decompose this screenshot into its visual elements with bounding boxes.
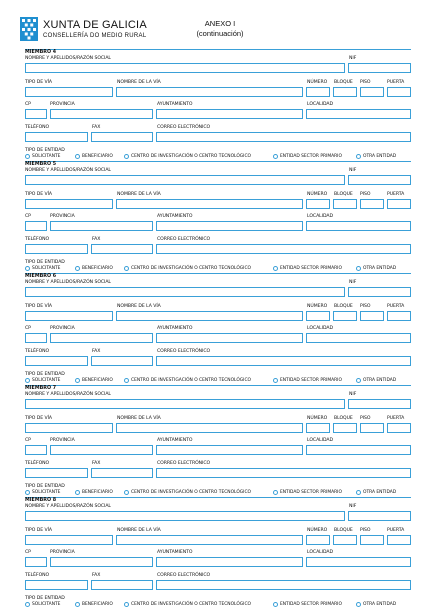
street-name-label: NOMBRE DE LA VÍA <box>117 304 161 309</box>
province-label: PROVINCIA <box>50 102 75 107</box>
street-type-label: TIPO DE VÍA <box>25 80 52 85</box>
entity-option-entidad-sector-primario-label: ENTIDAD SECTOR PRIMARIO <box>280 154 342 159</box>
number-field[interactable] <box>306 535 330 545</box>
number-label: NÚMERO <box>307 528 328 533</box>
entity-option-centro-investigacion-label: CENTRO DE INVESTIGACIÓN O CENTRO TECNOLÓGICO <box>131 154 251 159</box>
entity-radio-centro-investigacion[interactable] <box>124 266 129 271</box>
fax-field[interactable] <box>91 356 153 366</box>
email-field[interactable] <box>156 244 411 254</box>
locality-label: LOCALIDAD <box>307 438 333 443</box>
block-label: BLOQUE <box>334 416 353 421</box>
entity-radio-otra-entidad[interactable] <box>356 266 361 271</box>
fax-label: FAX <box>92 573 101 578</box>
floor-label: PISO <box>360 192 371 197</box>
entity-option-beneficiario-label: BENEFICIARIO <box>82 490 113 495</box>
province-field[interactable] <box>50 445 153 455</box>
nif-field[interactable] <box>348 287 411 297</box>
door-label: PUERTA <box>387 192 405 197</box>
phone-field[interactable] <box>25 580 88 590</box>
entity-radio-otra-entidad[interactable] <box>356 490 361 495</box>
entity-radio-centro-investigacion[interactable] <box>124 602 129 607</box>
entity-option-entidad-sector-primario-label: ENTIDAD SECTOR PRIMARIO <box>280 266 342 271</box>
annex-subtitle: (continuación) <box>196 29 244 38</box>
postal-code-field[interactable] <box>25 221 47 231</box>
locality-field[interactable] <box>306 445 411 455</box>
door-field[interactable] <box>387 199 411 209</box>
number-label: NÚMERO <box>307 80 328 85</box>
entity-option-otra-entidad-label: OTRA ENTIDAD <box>363 602 397 607</box>
fax-field[interactable] <box>91 132 153 142</box>
door-field[interactable] <box>387 311 411 321</box>
floor-label: PISO <box>360 304 371 309</box>
entity-option-solicitante-label: SOLICITANTE <box>32 490 61 495</box>
member-title: MIEMBRO 5 <box>25 162 57 167</box>
nif-field[interactable] <box>348 175 411 185</box>
department-name: CONSELLERÍA DO MEDIO RURAL <box>43 33 147 39</box>
nif-field[interactable] <box>348 399 411 409</box>
name-label: NOMBRE Y APELLIDOS/RAZÓN SOCIAL <box>25 56 111 61</box>
entity-radio-centro-investigacion[interactable] <box>124 378 129 383</box>
floor-label: PISO <box>360 416 371 421</box>
floor-field[interactable] <box>360 423 384 433</box>
street-type-label: TIPO DE VÍA <box>25 192 52 197</box>
email-field[interactable] <box>156 132 411 142</box>
entity-radio-solicitante[interactable] <box>25 154 30 159</box>
municipality-label: AYUNTAMIENTO <box>157 214 193 219</box>
number-label: NÚMERO <box>307 416 328 421</box>
street-type-field[interactable] <box>25 423 113 433</box>
entity-option-beneficiario-label: BENEFICIARIO <box>82 154 113 159</box>
locality-field[interactable] <box>306 109 411 119</box>
name-field[interactable] <box>25 63 345 73</box>
municipality-label: AYUNTAMIENTO <box>157 550 193 555</box>
province-field[interactable] <box>50 221 153 231</box>
entity-radio-beneficiario[interactable] <box>75 378 80 383</box>
door-field[interactable] <box>387 423 411 433</box>
entity-type-label: TIPO DE ENTIDAD <box>25 596 65 601</box>
entity-option-centro-investigacion-label: CENTRO DE INVESTIGACIÓN O CENTRO TECNOLÓGICO <box>131 378 251 383</box>
member-title: MIEMBRO 4 <box>25 50 57 55</box>
street-name-field[interactable] <box>116 423 303 433</box>
email-field[interactable] <box>156 580 411 590</box>
block-label: BLOQUE <box>334 192 353 197</box>
email-field[interactable] <box>156 356 411 366</box>
block-field[interactable] <box>333 535 357 545</box>
entity-option-centro-investigacion-label: CENTRO DE INVESTIGACIÓN O CENTRO TECNOLÓGICO <box>131 266 251 271</box>
entity-option-solicitante-label: SOLICITANTE <box>32 378 61 383</box>
fax-field[interactable] <box>91 580 153 590</box>
entity-option-solicitante-label: SOLICITANTE <box>32 154 61 159</box>
member-title: MIEMBRO 7 <box>25 386 57 391</box>
door-label: PUERTA <box>387 304 405 309</box>
locality-label: LOCALIDAD <box>307 102 333 107</box>
phone-label: TELÉFONO <box>25 237 50 242</box>
phone-label: TELÉFONO <box>25 125 50 130</box>
block-label: BLOQUE <box>334 80 353 85</box>
floor-field[interactable] <box>360 199 384 209</box>
number-label: NÚMERO <box>307 304 328 309</box>
org-name: XUNTA DE GALICIA <box>43 19 147 31</box>
province-label: PROVINCIA <box>50 438 75 443</box>
province-field[interactable] <box>50 557 153 567</box>
locality-label: LOCALIDAD <box>307 214 333 219</box>
fax-label: FAX <box>92 349 101 354</box>
fax-label: FAX <box>92 237 101 242</box>
entity-option-entidad-sector-primario-label: ENTIDAD SECTOR PRIMARIO <box>280 490 342 495</box>
street-name-label: NOMBRE DE LA VÍA <box>117 416 161 421</box>
entity-option-otra-entidad-label: OTRA ENTIDAD <box>363 266 397 271</box>
street-type-label: TIPO DE VÍA <box>25 528 52 533</box>
phone-field[interactable] <box>25 244 88 254</box>
locality-label: LOCALIDAD <box>307 550 333 555</box>
locality-field[interactable] <box>306 221 411 231</box>
municipality-label: AYUNTAMIENTO <box>157 102 193 107</box>
locality-label: LOCALIDAD <box>307 326 333 331</box>
entity-radio-centro-investigacion[interactable] <box>124 154 129 159</box>
email-label: CORREO ELECTRÓNICO <box>157 349 211 354</box>
annex-title: ANEXO I <box>204 19 236 28</box>
entity-option-entidad-sector-primario-label: ENTIDAD SECTOR PRIMARIO <box>280 378 342 383</box>
email-label: CORREO ELECTRÓNICO <box>157 237 211 242</box>
entity-radio-solicitante[interactable] <box>25 602 30 607</box>
entity-type-label: TIPO DE ENTIDAD <box>25 484 65 489</box>
floor-label: PISO <box>360 80 371 85</box>
member-separator <box>25 385 411 386</box>
street-name-field[interactable] <box>116 87 303 97</box>
entity-option-solicitante-label: SOLICITANTE <box>32 602 61 607</box>
entity-radio-entidad-sector-primario[interactable] <box>273 602 278 607</box>
entity-radio-beneficiario[interactable] <box>75 602 80 607</box>
province-field[interactable] <box>50 333 153 343</box>
block-label: BLOQUE <box>334 304 353 309</box>
entity-option-entidad-sector-primario-label: ENTIDAD SECTOR PRIMARIO <box>280 602 342 607</box>
municipality-label: AYUNTAMIENTO <box>157 326 193 331</box>
entity-type-label: TIPO DE ENTIDAD <box>25 372 65 377</box>
entity-radio-entidad-sector-primario[interactable] <box>273 378 278 383</box>
block-field[interactable] <box>333 423 357 433</box>
postal-code-label: CP <box>25 102 31 107</box>
nif-label: NIF <box>349 168 357 173</box>
street-type-label: TIPO DE VÍA <box>25 416 52 421</box>
fax-label: FAX <box>92 461 101 466</box>
street-type-field[interactable] <box>25 535 113 545</box>
street-name-label: NOMBRE DE LA VÍA <box>117 528 161 533</box>
entity-type-label: TIPO DE ENTIDAD <box>25 260 65 265</box>
name-field[interactable] <box>25 399 345 409</box>
name-label: NOMBRE Y APELLIDOS/RAZÓN SOCIAL <box>25 168 111 173</box>
entity-option-solicitante-label: SOLICITANTE <box>32 266 61 271</box>
fax-label: FAX <box>92 125 101 130</box>
entity-radio-beneficiario[interactable] <box>75 490 80 495</box>
door-label: PUERTA <box>387 80 405 85</box>
fax-field[interactable] <box>91 468 153 478</box>
entity-option-beneficiario-label: BENEFICIARIO <box>82 266 113 271</box>
entity-radio-solicitante[interactable] <box>25 378 30 383</box>
phone-field[interactable] <box>25 132 88 142</box>
floor-field[interactable] <box>360 87 384 97</box>
phone-label: TELÉFONO <box>25 461 50 466</box>
member-separator <box>25 497 411 498</box>
province-label: PROVINCIA <box>50 550 75 555</box>
entity-option-otra-entidad-label: OTRA ENTIDAD <box>363 378 397 383</box>
member-title: MIEMBRO 6 <box>25 274 57 279</box>
entity-radio-beneficiario[interactable] <box>75 266 80 271</box>
street-type-field[interactable] <box>25 87 113 97</box>
phone-label: TELÉFONO <box>25 573 50 578</box>
postal-code-field[interactable] <box>25 333 47 343</box>
number-field[interactable] <box>306 311 330 321</box>
member-separator <box>25 161 411 162</box>
floor-field[interactable] <box>360 535 384 545</box>
locality-field[interactable] <box>306 557 411 567</box>
street-name-field[interactable] <box>116 535 303 545</box>
street-type-field[interactable] <box>25 199 113 209</box>
street-type-label: TIPO DE VÍA <box>25 304 52 309</box>
province-label: PROVINCIA <box>50 214 75 219</box>
name-label: NOMBRE Y APELLIDOS/RAZÓN SOCIAL <box>25 504 111 509</box>
entity-radio-otra-entidad[interactable] <box>356 602 361 607</box>
number-field[interactable] <box>306 199 330 209</box>
block-field[interactable] <box>333 311 357 321</box>
phone-field[interactable] <box>25 468 88 478</box>
number-field[interactable] <box>306 87 330 97</box>
postal-code-label: CP <box>25 438 31 443</box>
postal-code-label: CP <box>25 550 31 555</box>
postal-code-field[interactable] <box>25 557 47 567</box>
province-field[interactable] <box>50 109 153 119</box>
number-label: NÚMERO <box>307 192 328 197</box>
entity-radio-entidad-sector-primario[interactable] <box>273 154 278 159</box>
name-field[interactable] <box>25 287 345 297</box>
member-separator <box>25 49 411 50</box>
block-field[interactable] <box>333 87 357 97</box>
entity-option-centro-investigacion-label: CENTRO DE INVESTIGACIÓN O CENTRO TECNOLÓGICO <box>131 602 251 607</box>
name-field[interactable] <box>25 511 345 521</box>
member-title: MIEMBRO 8 <box>25 498 57 503</box>
street-name-field[interactable] <box>116 311 303 321</box>
email-label: CORREO ELECTRÓNICO <box>157 461 211 466</box>
email-field[interactable] <box>156 468 411 478</box>
postal-code-field[interactable] <box>25 109 47 119</box>
entity-type-label: TIPO DE ENTIDAD <box>25 148 65 153</box>
door-field[interactable] <box>387 535 411 545</box>
name-label: NOMBRE Y APELLIDOS/RAZÓN SOCIAL <box>25 280 111 285</box>
municipality-field[interactable] <box>156 333 303 343</box>
floor-label: PISO <box>360 528 371 533</box>
entity-radio-entidad-sector-primario[interactable] <box>273 266 278 271</box>
municipality-field[interactable] <box>156 221 303 231</box>
member-separator <box>25 273 411 274</box>
municipality-field[interactable] <box>156 109 303 119</box>
nif-field[interactable] <box>348 511 411 521</box>
province-label: PROVINCIA <box>50 326 75 331</box>
name-field[interactable] <box>25 175 345 185</box>
number-field[interactable] <box>306 423 330 433</box>
door-label: PUERTA <box>387 416 405 421</box>
name-label: NOMBRE Y APELLIDOS/RAZÓN SOCIAL <box>25 392 111 397</box>
entity-radio-solicitante[interactable] <box>25 490 30 495</box>
email-label: CORREO ELECTRÓNICO <box>157 125 211 130</box>
municipality-field[interactable] <box>156 445 303 455</box>
entity-option-otra-entidad-label: OTRA ENTIDAD <box>363 490 397 495</box>
door-field[interactable] <box>387 87 411 97</box>
street-type-field[interactable] <box>25 311 113 321</box>
door-label: PUERTA <box>387 528 405 533</box>
entity-option-otra-entidad-label: OTRA ENTIDAD <box>363 154 397 159</box>
phone-field[interactable] <box>25 356 88 366</box>
street-name-field[interactable] <box>116 199 303 209</box>
entity-radio-centro-investigacion[interactable] <box>124 490 129 495</box>
phone-label: TELÉFONO <box>25 349 50 354</box>
nif-field[interactable] <box>348 63 411 73</box>
entity-radio-otra-entidad[interactable] <box>356 378 361 383</box>
entity-option-beneficiario-label: BENEFICIARIO <box>82 378 113 383</box>
municipality-field[interactable] <box>156 557 303 567</box>
postal-code-label: CP <box>25 326 31 331</box>
postal-code-field[interactable] <box>25 445 47 455</box>
block-label: BLOQUE <box>334 528 353 533</box>
entity-option-beneficiario-label: BENEFICIARIO <box>82 602 113 607</box>
entity-radio-otra-entidad[interactable] <box>356 154 361 159</box>
entity-option-centro-investigacion-label: CENTRO DE INVESTIGACIÓN O CENTRO TECNOLÓGICO <box>131 490 251 495</box>
nif-label: NIF <box>349 56 357 61</box>
street-name-label: NOMBRE DE LA VÍA <box>117 192 161 197</box>
entity-radio-entidad-sector-primario[interactable] <box>273 490 278 495</box>
nif-label: NIF <box>349 504 357 509</box>
fax-field[interactable] <box>91 244 153 254</box>
xunta-logo-icon <box>20 17 38 41</box>
entity-radio-solicitante[interactable] <box>25 266 30 271</box>
entity-radio-beneficiario[interactable] <box>75 154 80 159</box>
postal-code-label: CP <box>25 214 31 219</box>
nif-label: NIF <box>349 392 357 397</box>
block-field[interactable] <box>333 199 357 209</box>
nif-label: NIF <box>349 280 357 285</box>
locality-field[interactable] <box>306 333 411 343</box>
email-label: CORREO ELECTRÓNICO <box>157 573 211 578</box>
municipality-label: AYUNTAMIENTO <box>157 438 193 443</box>
street-name-label: NOMBRE DE LA VÍA <box>117 80 161 85</box>
floor-field[interactable] <box>360 311 384 321</box>
